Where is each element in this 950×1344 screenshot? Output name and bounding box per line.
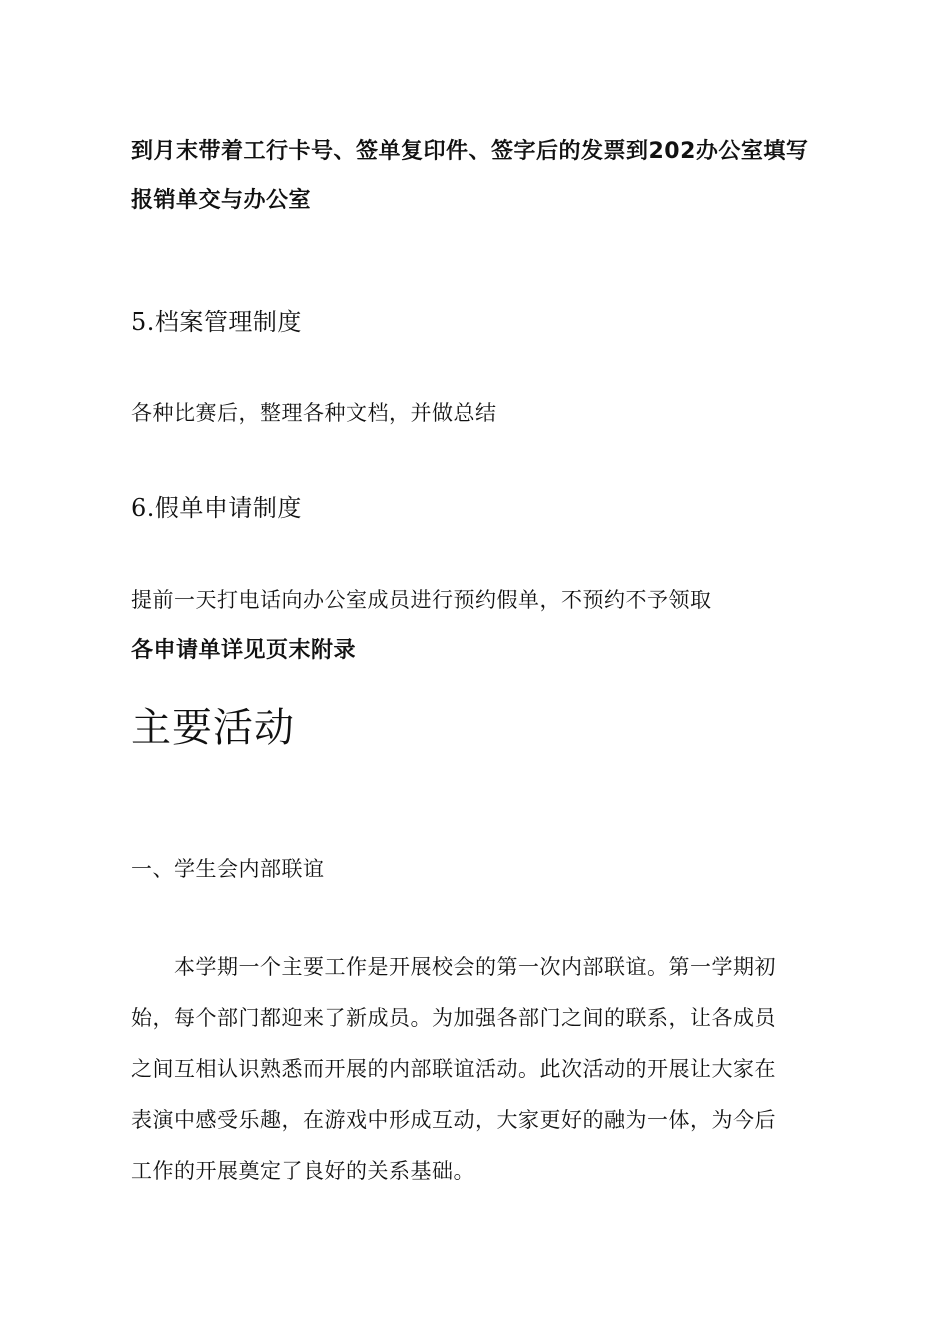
paragraph-line: 之间互相认识熟悉而开展的内部联谊活动。此次活动的开展让大家在: [131, 1057, 776, 1081]
paragraph-line: 始，每个部门都迎来了新成员。为加强各部门之间的联系，让各成员: [131, 1006, 776, 1030]
paragraph-line: 工作的开展奠定了良好的关系基础。: [131, 1159, 475, 1183]
section-5-body: 各种比赛后，整理各种文档，并做总结: [131, 401, 497, 425]
intro-line-2: 报销单交与办公室: [131, 188, 312, 213]
activity-1-heading: 一、学生会内部联谊: [131, 857, 325, 881]
section-6-heading: 6.假单申请制度: [131, 494, 302, 522]
section-5-heading: 5.档案管理制度: [131, 308, 302, 336]
paragraph-line: 表演中感受乐趣，在游戏中形成互动，大家更好的融为一体，为今后: [131, 1108, 776, 1132]
paragraph-line: 本学期一个主要工作是开展校会的第一次内部联谊。第一学期初: [131, 955, 776, 979]
section-6-body: 提前一天打电话向办公室成员进行预约假单，不预约不予领取: [131, 588, 712, 612]
activity-1-paragraph: [131, 942, 821, 1197]
main-activities-title: 主要活动: [131, 705, 295, 751]
section-6-note: 各申请单详见页末附录: [131, 638, 357, 663]
intro-line-1: 到月末带着工行卡号、签单复印件、签字后的发票到202办公室填写: [131, 139, 809, 164]
